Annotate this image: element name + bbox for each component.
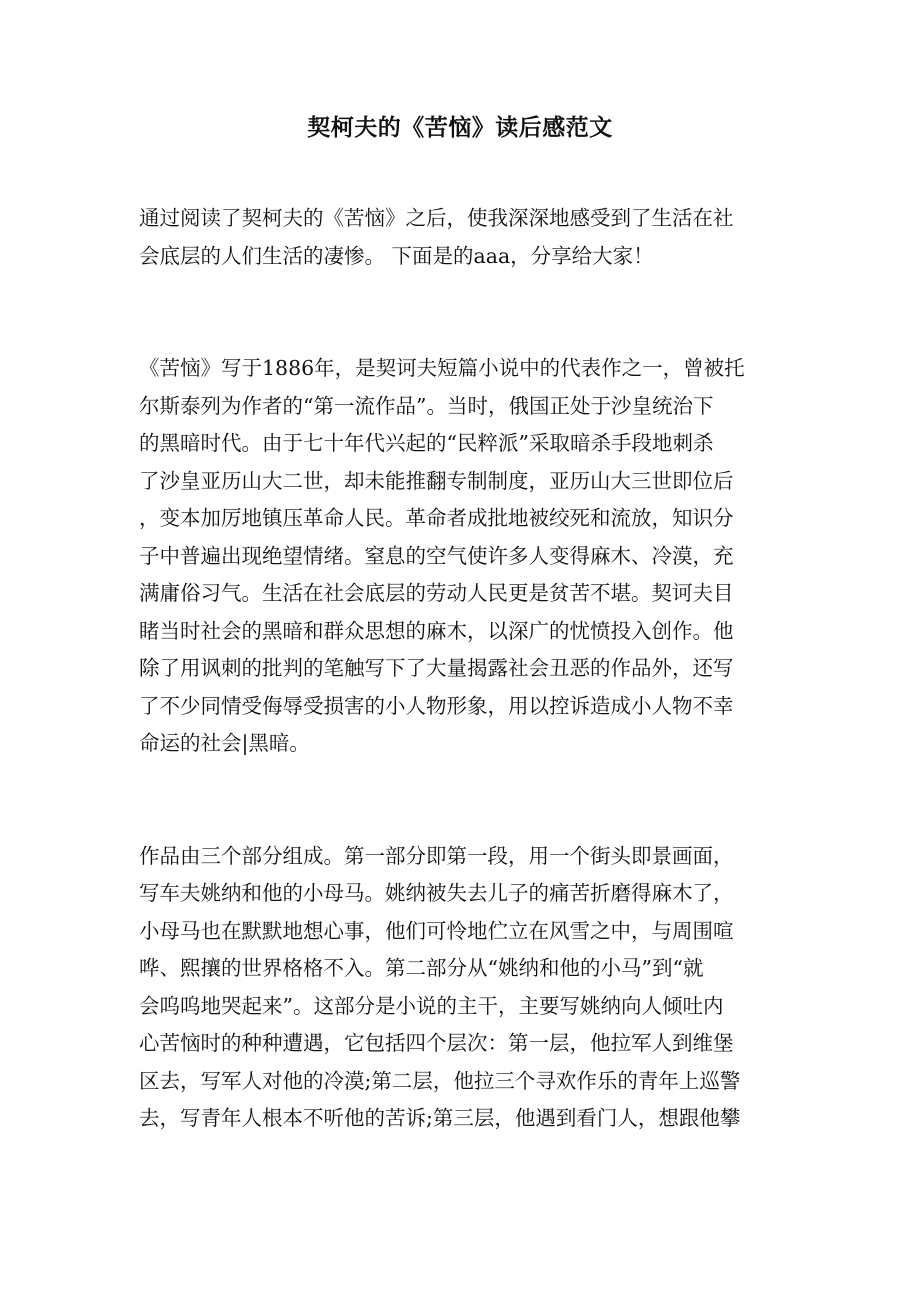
text-line: 会底层的人们生活的凄惨。 下面是的aaa，分享给大家！	[139, 243, 654, 268]
text-line: 《苦恼》写于1886年，是契诃夫短篇小说中的代表作之一，曾被托	[139, 356, 745, 380]
text-line: 作品由三个部分组成。第一部分即第一段，用一个街头即景画面，	[139, 843, 734, 868]
text-line: 会呜呜地哭起来”。这部分是小说的主干，主要写姚纳向人倾吐内	[139, 993, 724, 1018]
text-line: 满庸俗习气。生活在社会底层的劳动人民更是贫苦不堪。契诃夫目	[139, 581, 734, 605]
text-line: 除了用讽刺的批判的笔触写下了大量揭露社会丑恶的作品外，还写	[139, 656, 734, 680]
text-line: 去，写青年人根本不听他的苦诉;第三层，他遇到看门人，想跟他攀	[139, 1106, 741, 1130]
text-line: 区去，写军人对他的冷漠;第二层，他拉三个寻欢作乐的青年上巡警	[139, 1068, 741, 1093]
paragraph-spacer	[139, 800, 789, 838]
text-line: 哗、熙攘的世界格格不入。第二部分从“姚纳和他的小马”到“就	[139, 956, 704, 980]
paragraph-spacer	[139, 275, 789, 313]
text-line: 睹当时社会的黑暗和群众思想的麻木，以深广的忧愤投入创作。他	[139, 618, 734, 643]
document-title: 契柯夫的《苦恼》读后感范文	[307, 114, 613, 141]
paragraph-intro	[139, 200, 789, 275]
text-line: 命运的社会|黑暗。	[139, 731, 310, 755]
document-body	[139, 200, 789, 1138]
paragraph-background	[139, 350, 789, 763]
paragraph-spacer	[139, 763, 789, 801]
text-line: 小母马也在默默地想心事，他们可怜地伫立在风雪之中，与周围喧	[139, 918, 734, 943]
text-line: ，变本加厉地镇压革命人民。革命者成批地被绞死和流放，知识分	[139, 506, 734, 530]
paragraph-structure	[139, 838, 789, 1138]
text-line: 子中普遍出现绝望情绪。窒息的空气使许多人变得麻木、冷漠，充	[139, 543, 734, 568]
text-line: 了沙皇亚历山大二世，却未能推翻专制制度，亚历山大三世即位后	[139, 468, 734, 493]
text-line: 了不少同情受侮辱受损害的小人物形象，用以控诉造成小人物不幸	[139, 693, 734, 718]
text-line: 心苦恼时的种种遭遇，它包括四个层次：第一层，他拉军人到维堡	[139, 1031, 734, 1055]
paragraph-spacer	[139, 313, 789, 351]
text-line: 的黑暗时代。由于七十年代兴起的“民粹派”采取暗杀手段地刺杀	[139, 431, 714, 455]
text-line: 尔斯泰列为作者的“第一流作品”。当时，俄国正处于沙皇统治下	[139, 393, 714, 418]
text-line: 写车夫姚纳和他的小母马。姚纳被失去儿子的痛苦折磨得麻木了，	[139, 881, 734, 905]
text-line: 通过阅读了契柯夫的《苦恼》之后，使我深深地感受到了生活在社	[139, 206, 734, 230]
